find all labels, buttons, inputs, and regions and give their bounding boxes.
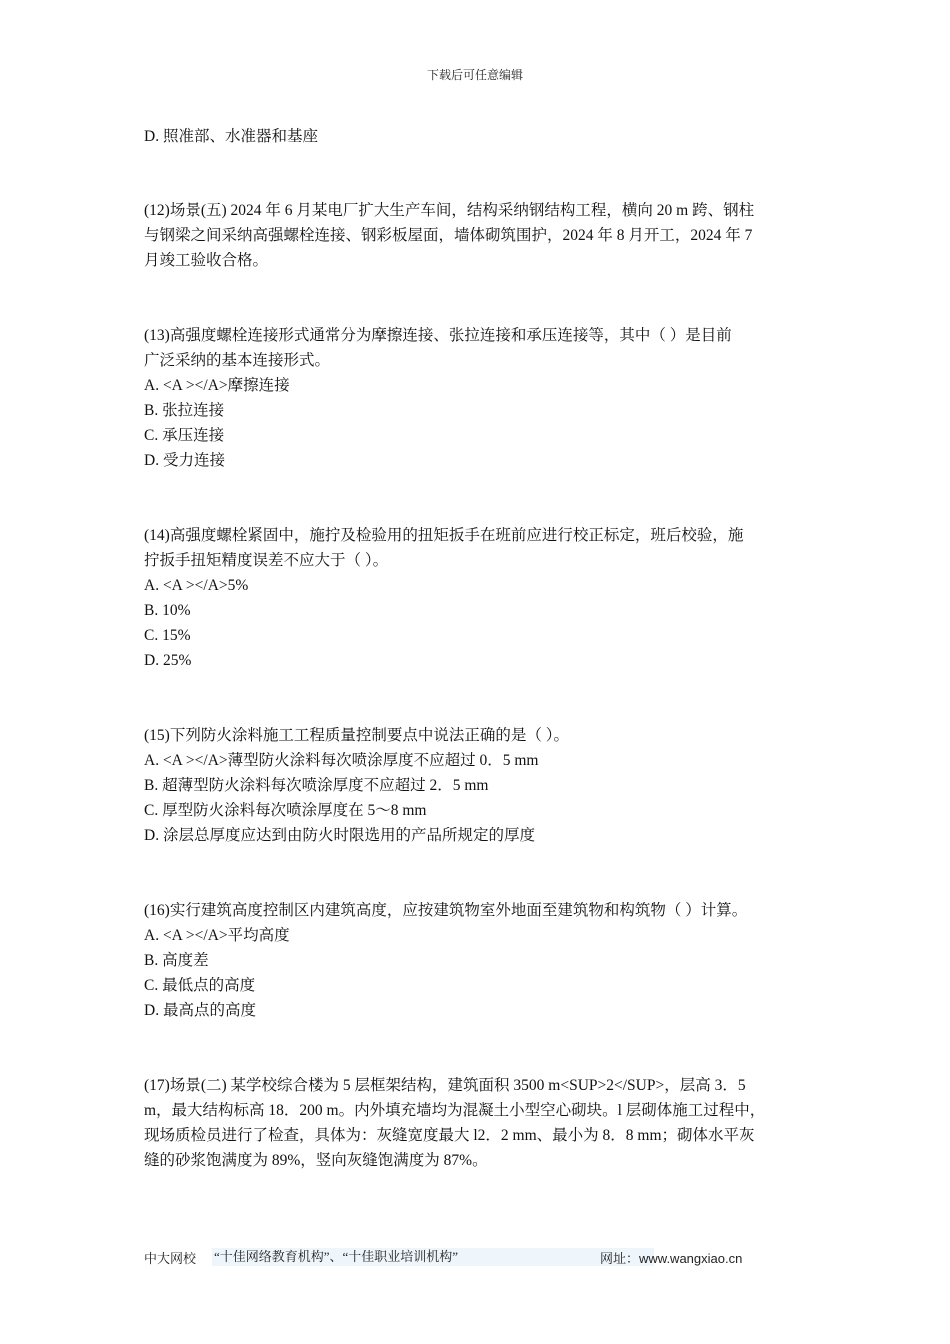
footer-slogan: “十佳网络教育机构”、“十佳职业培训机构” bbox=[212, 1248, 654, 1266]
question-block bbox=[144, 198, 810, 273]
text-line: (17)场景(二) 某学校综合楼为 5 层框架结构，建筑面积 3500 m<SUP>2</SUP>，层高 3．5 bbox=[144, 1077, 746, 1094]
question-stem: (13)高强度螺栓连接形式通常分为摩擦连接、张拉连接和承压连接等，其中（ ）是目前 bbox=[144, 327, 732, 344]
text-line: m，最大结构标高 18．200 m。内外填充墙均为混凝土小型空心砌块。l 层砌体施工过程中， bbox=[144, 1102, 766, 1119]
answer-option: A. <A ></A>摩擦连接 bbox=[144, 377, 290, 394]
answer-option: C. 厚型防火涂料每次喷涂厚度在 5～8 mm bbox=[144, 802, 427, 819]
answer-option: A. <A ></A>5% bbox=[144, 577, 249, 594]
answer-option: D. 受力连接 bbox=[144, 452, 225, 469]
question-block bbox=[144, 1073, 810, 1173]
footer-website: 网址：www.wangxiao.cn bbox=[600, 1251, 743, 1266]
question-block bbox=[144, 523, 810, 673]
answer-option: C. 最低点的高度 bbox=[144, 977, 256, 994]
question-stem: (16)实行建筑高度控制区内建筑高度，应按建筑物室外地面至建筑物和构筑物（ ）计算。 bbox=[144, 902, 748, 919]
text-line: 月竣工验收合格。 bbox=[144, 252, 269, 269]
page-footer bbox=[144, 1248, 764, 1268]
text-line: 与钢梁之间采纳高强螺栓连接、钢彩板屋面，墙体砌筑围护，2024 年 8 月开工，2024 年 7 bbox=[144, 227, 753, 244]
page-header: 下载后可任意编辑 bbox=[426, 68, 523, 82]
text-line: 现场质检员进行了检查，具体为：灰缝宽度最大 l2．2 mm、最小为 8．8 mm；砌体水平灰 bbox=[144, 1127, 755, 1144]
answer-option: C. 承压连接 bbox=[144, 427, 225, 444]
question-block bbox=[144, 898, 810, 1023]
question-block bbox=[144, 124, 810, 149]
answer-option: D. 25% bbox=[144, 652, 192, 669]
answer-option: D. 涂层总厚度应达到由防火时限选用的产品所规定的厚度 bbox=[144, 827, 535, 844]
answer-option: B. 超薄型防火涂料每次喷涂厚度不应超过 2．5 mm bbox=[144, 777, 489, 794]
question-block bbox=[144, 723, 810, 848]
question-stem: 广泛采纳的基本连接形式。 bbox=[144, 352, 331, 369]
answer-option: B. 10% bbox=[144, 602, 191, 619]
question-block bbox=[144, 323, 810, 473]
question-stem: (14)高强度螺栓紧固中，施拧及检验用的扭矩扳手在班前应进行校正标定，班后校验，施 bbox=[144, 527, 744, 544]
question-stem: 拧扳手扭矩精度误差不应大于（ ）。 bbox=[144, 552, 389, 569]
document-body bbox=[144, 124, 810, 1223]
text-line: D. 照准部、水准器和基座 bbox=[144, 128, 318, 145]
answer-option: A. <A ></A>薄型防火涂料每次喷涂厚度不应超过 0．5 mm bbox=[144, 752, 539, 769]
answer-option: B. 张拉连接 bbox=[144, 402, 225, 419]
text-line: 缝的砂浆饱满度为 89%，竖向灰缝饱满度为 87%。 bbox=[144, 1152, 488, 1169]
text-line: (12)场景(五) 2024 年 6 月某电厂扩大生产车间，结构采纳钢结构工程，横向 20 m 跨、钢柱 bbox=[144, 202, 755, 219]
answer-option: D. 最高点的高度 bbox=[144, 1002, 256, 1019]
footer-org: 中大网校 bbox=[144, 1251, 197, 1266]
question-stem: (15)下列防火涂料施工工程质量控制要点中说法正确的是（ ）。 bbox=[144, 727, 569, 744]
answer-option: B. 高度差 bbox=[144, 952, 209, 969]
answer-option: C. 15% bbox=[144, 627, 191, 644]
answer-option: A. <A ></A>平均高度 bbox=[144, 927, 290, 944]
